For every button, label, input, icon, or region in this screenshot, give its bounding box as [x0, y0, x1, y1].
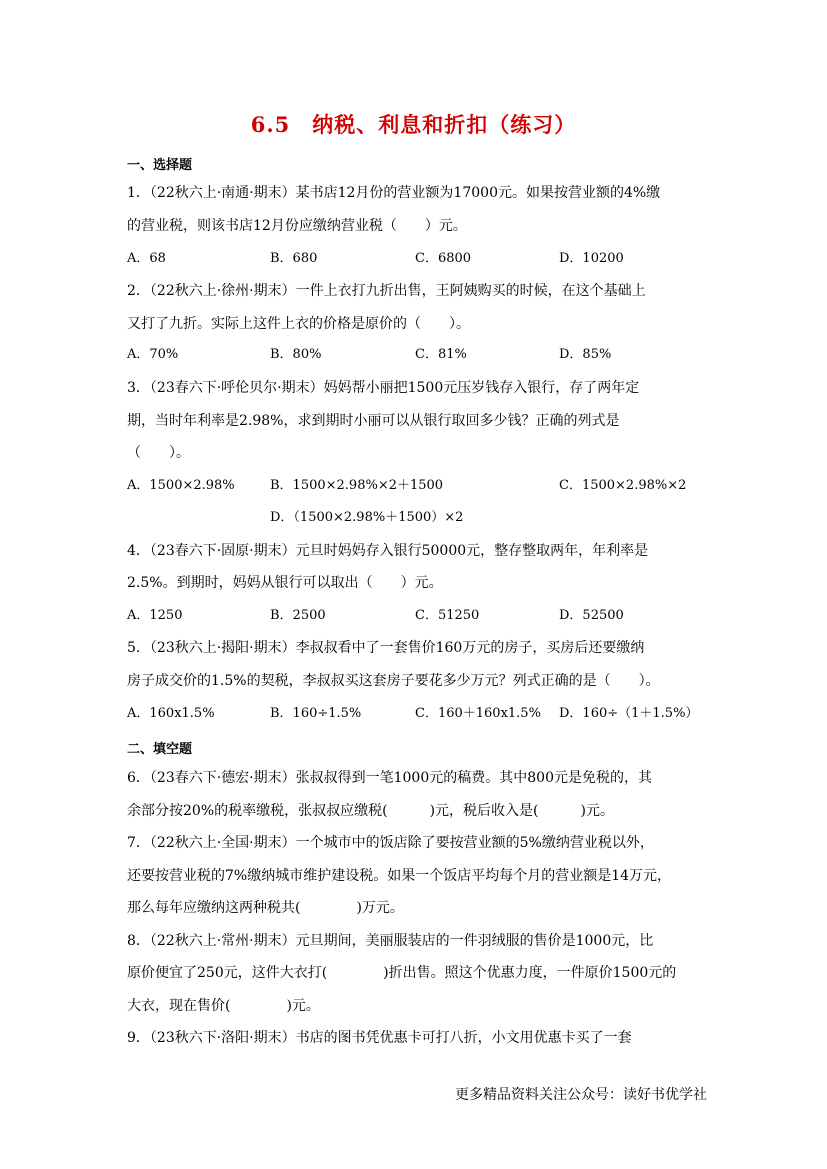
question-7-line-2: 还要按营业税的7%缴纳城市维护建设税。如果一个饭店平均每个月的营业额是14万元， [127, 868, 672, 884]
question-1-line-1: 1．（22秋六上·南通·期末）某书店12月份的营业额为17000元。如果按营业额的4%缴 [127, 185, 661, 201]
question-9-line-1: 9．（23秋六下·洛阳·期末）书店的图书凭优惠卡可打八折，小文用优惠卡买了一套 [127, 1030, 632, 1046]
option-c: C．6800 [415, 251, 472, 266]
question-8-line-1: 8．（22秋六上·常州·期末）元旦期间，美丽服装店的一件羽绒服的售价是1000元，比 [127, 933, 654, 949]
question-5-line-1: 5．（23秋六上·揭阳·期末）李叔叔看中了一套售价160万元的房子，买房后还要缴纳 [127, 640, 645, 656]
option-b: B．80% [270, 347, 322, 362]
page-title: 6.5 纳税、利息和折扣（练习） [250, 112, 577, 137]
option-b: B．1500×2.98%×2＋1500 [270, 478, 444, 493]
option-b: B．680 [270, 251, 318, 266]
option-a: A．68 [127, 251, 166, 266]
option-c: C．51250 [415, 608, 480, 623]
question-2-line-1: 2．（22秋六上·徐州·期末）一件上衣打九折出售，王阿姨购买的时候，在这个基础上 [127, 283, 646, 299]
question-3-line-3: （ ）。 [127, 445, 190, 461]
option-a: A．70% [127, 347, 179, 362]
question-5-line-2: 房子成交价的1.5%的契税，李叔叔买这套房子要花多少万元？列式正确的是（ ）。 [127, 673, 660, 689]
question-7-line-1: 7．（22秋六上·全国·期末）一个城市中的饭店除了要按营业额的5%缴纳营业税以外， [127, 835, 654, 851]
option-d: D．（1500×2.98%＋1500）×2 [270, 510, 464, 525]
section-heading-choice: 一、选择题 [127, 158, 193, 173]
question-3-line-2: 期，当时年利率是2.98%，求到期时小丽可以从银行取回多少钱？正确的列式是 [127, 413, 620, 429]
question-4-line-2: 2.5%。到期时，妈妈从银行可以取出（ ）元。 [127, 575, 443, 591]
option-a: A．1500×2.98% [127, 478, 235, 493]
option-d: D．10200 [559, 251, 624, 266]
option-c: C．1500×2.98%×2 [559, 478, 687, 493]
question-1-line-2: 的营业税，则该书店12月份应缴纳营业税（ ）元。 [127, 218, 467, 234]
option-a: A．160x1.5% [127, 706, 215, 721]
option-a: A．1250 [127, 608, 183, 623]
option-c: C．81% [415, 347, 467, 362]
question-3-line-1: 3．（23春六下·呼伦贝尔·期末）妈妈帮小丽把1500元压岁钱存入银行，存了两年定 [127, 380, 640, 396]
question-4-line-1: 4．（23春六下·固原·期末）元旦时妈妈存入银行50000元，整存整取两年，年利率是 [127, 543, 649, 559]
option-d: D．160÷（1＋1.5%） [559, 706, 699, 721]
question-8-line-2: 原价便宜了250元，这件大衣打( )折出售。照这个优惠力度，一件原价1500元的 [127, 965, 677, 981]
option-b: B．2500 [270, 608, 326, 623]
question-6-line-2: 余部分按20%的税率缴税，张叔叔应缴税( )元，税后收入是( )元。 [127, 803, 614, 819]
question-2-line-2: 又打了九折。实际上这件上衣的价格是原价的（ ）。 [127, 316, 470, 332]
section-heading-fill: 二、填空题 [127, 742, 193, 757]
question-8-line-3: 大衣，现在售价( )元。 [127, 998, 320, 1014]
option-d: D．52500 [559, 608, 624, 623]
option-c: C．160＋160x1.5% [415, 706, 541, 721]
question-7-line-3: 那么每年应缴纳这两种税共( )万元。 [127, 900, 404, 916]
option-b: B．160÷1.5% [270, 706, 362, 721]
question-6-line-1: 6．（23春六下·德宏·期末）张叔叔得到一笔1000元的稿费。其中800元是免税的，其 [127, 770, 652, 786]
footer-note: 更多精品资料关注公众号：读好书优学社 [455, 1087, 707, 1103]
option-d: D．85% [559, 347, 612, 362]
